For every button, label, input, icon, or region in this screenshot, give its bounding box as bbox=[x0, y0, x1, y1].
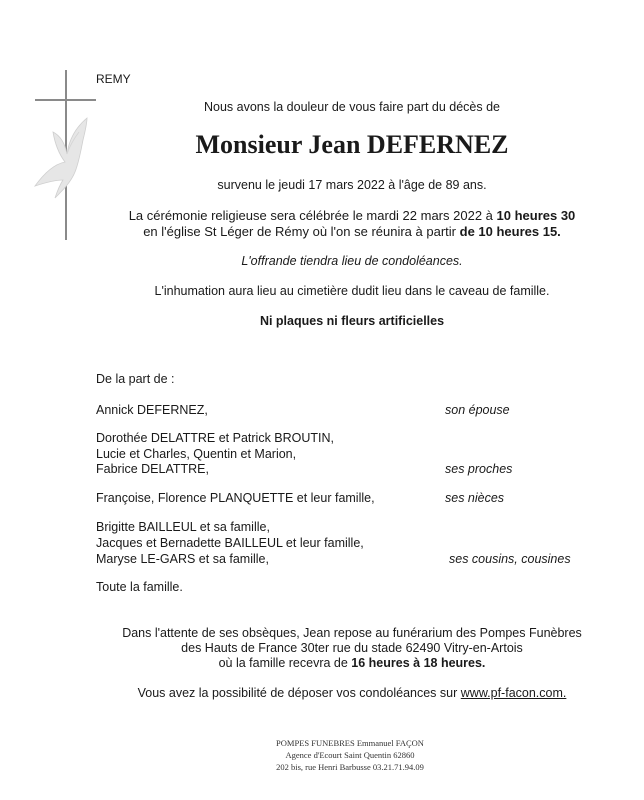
footer-line2: Agence d'Ecourt Saint Quentin 62860 bbox=[285, 750, 415, 760]
ceremony-time: 10 heures 30 bbox=[496, 208, 576, 223]
no-flowers-text: Ni plaques ni fleurs artificielles bbox=[259, 314, 445, 328]
offering-line bbox=[60, 254, 644, 268]
family-group4-relation: ses cousins, cousines bbox=[449, 552, 571, 566]
condolences-line bbox=[60, 686, 644, 700]
condolences-text: Vous avez la possibilité de déposer vos condoléances sur bbox=[137, 686, 458, 700]
visiting-hours: 16 heures à 18 heures. bbox=[351, 656, 486, 670]
intro-text: Nous avons la douleur de vous faire part du décès de bbox=[203, 100, 501, 114]
deceased-name bbox=[60, 130, 644, 160]
family-group1-relation: son épouse bbox=[445, 403, 510, 417]
burial-line: L'inhumation aura lieu au cimetière dudit lieu dans le caveau de famille. bbox=[154, 284, 550, 298]
family-group4-line3: Maryse LE-GARS et sa famille, bbox=[96, 552, 269, 566]
rest-line3-text: où la famille recevra de bbox=[218, 656, 348, 670]
deceased-name-prefix: Monsieur Jean bbox=[195, 130, 361, 159]
rest-line1: Dans l'attente de ses obsèques, Jean repose au funérarium des Pompes Funèbres bbox=[122, 626, 582, 640]
ceremony-line1 bbox=[60, 208, 644, 223]
ceremony-line2-text: en l'église St Léger de Rémy où l'on se réunira à partir bbox=[143, 224, 456, 239]
footer-line3: 202 bis, rue Henri Barbusse 03.21.71.94.09 bbox=[276, 762, 424, 772]
rest-line3 bbox=[60, 656, 644, 670]
family-group2-line1: Dorothée DELATTRE et Patrick BROUTIN, bbox=[96, 431, 335, 445]
ceremony-line2 bbox=[60, 224, 644, 239]
funeral-home-footer bbox=[200, 737, 500, 773]
family-group4-line1: Brigitte BAILLEUL et sa famille, bbox=[96, 520, 270, 534]
from-label: De la part de : bbox=[96, 372, 175, 386]
no-flowers-line bbox=[60, 314, 644, 328]
family-group2-line3: Fabrice DELATTRE, bbox=[96, 462, 209, 476]
family-group2-line2: Lucie et Charles, Quentin et Marion, bbox=[96, 447, 297, 461]
offering-text: L'offrande tiendra lieu de condoléances. bbox=[241, 254, 463, 268]
family-group3-line1: Françoise, Florence PLANQUETTE et leur famille, bbox=[96, 491, 375, 505]
family-group1-line1: Annick DEFERNEZ, bbox=[96, 403, 208, 417]
family-group4-line2: Jacques et Bernadette BAILLEUL et leur famille, bbox=[96, 536, 364, 550]
gathering-time: de 10 heures 15. bbox=[459, 224, 561, 239]
ceremony-line1-text: La cérémonie religieuse sera célébrée le mardi 22 mars 2022 à bbox=[128, 208, 493, 223]
family-group2-relation: ses proches bbox=[445, 462, 513, 476]
family-group3-relation: ses nièces bbox=[445, 491, 505, 505]
deceased-surname: DEFERNEZ bbox=[366, 130, 509, 159]
rest-line2: des Hauts de France 30ter rue du stade 62490 Vitry-en-Artois bbox=[181, 641, 523, 655]
family-all: Toute la famille. bbox=[96, 580, 183, 594]
footer-line1: POMPES FUNEBRES Emmanuel FAÇON bbox=[276, 738, 424, 748]
condolences-link[interactable]: www.pf-facon.com. bbox=[460, 686, 567, 700]
village-name: REMY bbox=[96, 72, 131, 86]
death-line: survenu le jeudi 17 mars 2022 à l'âge de 89 ans. bbox=[217, 178, 487, 192]
